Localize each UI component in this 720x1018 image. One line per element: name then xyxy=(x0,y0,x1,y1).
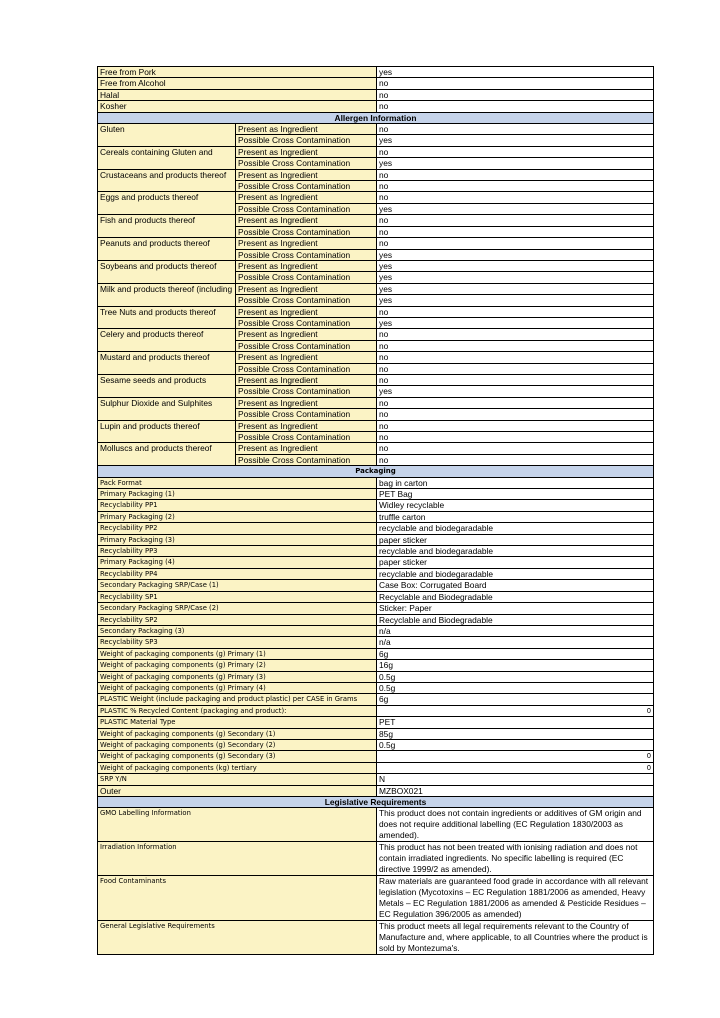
packaging-label: Recyclability SP2 xyxy=(98,614,377,625)
packaging-row xyxy=(98,739,654,750)
allergen-name: Gluten xyxy=(98,124,236,147)
packaging-row xyxy=(98,762,654,773)
packaging-label: SRP Y/N xyxy=(98,774,377,785)
present-as-ingredient-label: Present as Ingredient xyxy=(236,283,377,294)
packaging-row xyxy=(98,785,654,796)
packaging-row xyxy=(98,557,654,568)
allergen-row xyxy=(98,283,654,294)
packaging-row xyxy=(98,603,654,614)
packaging-row xyxy=(98,648,654,659)
packaging-label: PLASTIC Weight (include packaging and product plastic) per CASE in Grams xyxy=(98,694,377,705)
dietary-label: Halal xyxy=(98,89,377,100)
cross-contamination-label: Possible Cross Contamination xyxy=(236,317,377,328)
packaging-value: 6g xyxy=(377,648,654,659)
cross-contamination-value: yes xyxy=(377,295,654,306)
packaging-value: n/a xyxy=(377,637,654,648)
packaging-value: Widley recyclable xyxy=(377,500,654,511)
allergen-name: Soybeans and products thereof xyxy=(98,260,236,283)
cross-contamination-label: Possible Cross Contamination xyxy=(236,249,377,260)
cross-contamination-label: Possible Cross Contamination xyxy=(236,454,377,465)
packaging-row xyxy=(98,489,654,500)
present-as-ingredient-value: no xyxy=(377,306,654,317)
cross-contamination-value: yes xyxy=(377,386,654,397)
packaging-row xyxy=(98,660,654,671)
packaging-label: Weight of packaging components (g) Secondary (1) xyxy=(98,728,377,739)
packaging-value: 0 xyxy=(377,751,654,762)
legislative-label: General Legislative Requirements xyxy=(98,921,377,955)
allergen-name: Mustard and products thereof xyxy=(98,352,236,375)
dietary-row xyxy=(98,101,654,112)
present-as-ingredient-label: Present as Ingredient xyxy=(236,169,377,180)
packaging-label: PLASTIC Material Type xyxy=(98,717,377,728)
cross-contamination-label: Possible Cross Contamination xyxy=(236,409,377,420)
present-as-ingredient-value: no xyxy=(377,352,654,363)
present-as-ingredient-value: no xyxy=(377,169,654,180)
legislative-value: This product has not been treated with ionising radiation and does not contain irradiated ingredients. No specific labelling is required (EC directive 1999/2 as amended). xyxy=(377,842,654,876)
packaging-row xyxy=(98,511,654,522)
packaging-label: Outer xyxy=(98,785,377,796)
packaging-value: 0 xyxy=(377,705,654,716)
packaging-value: 0.5g xyxy=(377,671,654,682)
dietary-value: yes xyxy=(377,67,654,78)
present-as-ingredient-value: no xyxy=(377,124,654,135)
packaging-value: Case Box: Corrugated Board xyxy=(377,580,654,591)
allergen-name: Eggs and products thereof xyxy=(98,192,236,215)
cross-contamination-value: yes xyxy=(377,249,654,260)
legislative-value: This product does not contain ingredients or additives of GM origin and does not require additional labelling (EC Regulation 1830/2003 as amended). xyxy=(377,808,654,842)
packaging-value: N xyxy=(377,774,654,785)
allergen-name: Cereals containing Gluten and xyxy=(98,146,236,169)
legislative-title: Legislative Requirements xyxy=(98,797,654,808)
allergen-row xyxy=(98,306,654,317)
cross-contamination-value: yes xyxy=(377,272,654,283)
allergen-name: Crustaceans and products thereof xyxy=(98,169,236,192)
packaging-value: recyclable and biodegaradable xyxy=(377,546,654,557)
cross-contamination-value: no xyxy=(377,432,654,443)
allergen-name: Sesame seeds and products xyxy=(98,374,236,397)
cross-contamination-value: no xyxy=(377,226,654,237)
packaging-row xyxy=(98,717,654,728)
packaging-label: Recyclability PP3 xyxy=(98,546,377,557)
packaging-value: 0.5g xyxy=(377,682,654,693)
packaging-value: paper sticker xyxy=(377,557,654,568)
dietary-value: no xyxy=(377,78,654,89)
allergen-row xyxy=(98,146,654,157)
cross-contamination-label: Possible Cross Contamination xyxy=(236,158,377,169)
packaging-value: truffle carton xyxy=(377,511,654,522)
packaging-row xyxy=(98,580,654,591)
dietary-label: Free from Pork xyxy=(98,67,377,78)
present-as-ingredient-value: no xyxy=(377,238,654,249)
present-as-ingredient-label: Present as Ingredient xyxy=(236,215,377,226)
packaging-label: Primary Packaging (3) xyxy=(98,534,377,545)
allergen-name: Lupin and products thereof xyxy=(98,420,236,443)
cross-contamination-value: yes xyxy=(377,135,654,146)
packaging-value: 85g xyxy=(377,728,654,739)
packaging-label: Recyclability PP2 xyxy=(98,523,377,534)
allergen-row xyxy=(98,443,654,454)
packaging-label: Primary Packaging (2) xyxy=(98,511,377,522)
packaging-value: paper sticker xyxy=(377,534,654,545)
allergen-title: Allergen Information xyxy=(98,112,654,123)
allergen-row xyxy=(98,329,654,340)
packaging-label: Recyclability SP3 xyxy=(98,637,377,648)
packaging-value: PET Bag xyxy=(377,489,654,500)
allergen-row xyxy=(98,397,654,408)
present-as-ingredient-value: no xyxy=(377,420,654,431)
present-as-ingredient-value: yes xyxy=(377,260,654,271)
cross-contamination-label: Possible Cross Contamination xyxy=(236,363,377,374)
packaging-row xyxy=(98,546,654,557)
allergen-row xyxy=(98,352,654,363)
allergen-row xyxy=(98,169,654,180)
packaging-row xyxy=(98,614,654,625)
allergen-name: Sulphur Dioxide and Sulphites xyxy=(98,397,236,420)
packaging-label: Recyclability PP1 xyxy=(98,500,377,511)
packaging-value: recyclable and biodegaradable xyxy=(377,568,654,579)
packaging-row xyxy=(98,523,654,534)
cross-contamination-value: yes xyxy=(377,203,654,214)
legislative-label: Irradiation Information xyxy=(98,842,377,876)
packaging-value: 16g xyxy=(377,660,654,671)
legislative-label: GMO Labelling Information xyxy=(98,808,377,842)
cross-contamination-label: Possible Cross Contamination xyxy=(236,295,377,306)
packaging-row xyxy=(98,671,654,682)
packaging-value: recyclable and biodegaradable xyxy=(377,523,654,534)
cross-contamination-label: Possible Cross Contamination xyxy=(236,386,377,397)
allergen-row xyxy=(98,374,654,385)
cross-contamination-value: no xyxy=(377,363,654,374)
packaging-label: Weight of packaging components (kg) tertiary xyxy=(98,762,377,773)
packaging-value: 6g xyxy=(377,694,654,705)
present-as-ingredient-value: no xyxy=(377,215,654,226)
packaging-label: Weight of packaging components (g) Secondary (2) xyxy=(98,739,377,750)
packaging-label: Recyclability PP4 xyxy=(98,568,377,579)
allergen-name: Celery and products thereof xyxy=(98,329,236,352)
packaging-value: Sticker: Paper xyxy=(377,603,654,614)
legislative-row xyxy=(98,842,654,876)
packaging-row xyxy=(98,705,654,716)
packaging-row xyxy=(98,591,654,602)
packaging-label: Secondary Packaging SRP/Case (1) xyxy=(98,580,377,591)
packaging-label: Primary Packaging (4) xyxy=(98,557,377,568)
allergen-name: Tree Nuts and products thereof xyxy=(98,306,236,329)
allergen-section-header xyxy=(98,112,654,123)
legislative-row xyxy=(98,876,654,921)
present-as-ingredient-value: no xyxy=(377,443,654,454)
cross-contamination-value: no xyxy=(377,181,654,192)
legislative-value: Raw materials are guaranteed food grade in accordance with all relevant legislation (Mycotoxins – EC Regulation 1881/2006 as amended, Heavy Metals – EC Regulation 1881/2006 as amended & Pesticide Residues – EC Regulation 396/2005 as amended) xyxy=(377,876,654,921)
packaging-label: Weight of packaging components (g) Primary (2) xyxy=(98,660,377,671)
packaging-title: Packaging xyxy=(98,466,654,477)
cross-contamination-label: Possible Cross Contamination xyxy=(236,181,377,192)
packaging-label: Primary Packaging (1) xyxy=(98,489,377,500)
packaging-row xyxy=(98,477,654,488)
present-as-ingredient-label: Present as Ingredient xyxy=(236,146,377,157)
allergen-row xyxy=(98,420,654,431)
cross-contamination-value: no xyxy=(377,340,654,351)
legislative-row xyxy=(98,808,654,842)
packaging-value: Recyclable and Biodegradable xyxy=(377,591,654,602)
packaging-row xyxy=(98,728,654,739)
present-as-ingredient-label: Present as Ingredient xyxy=(236,420,377,431)
packaging-row xyxy=(98,534,654,545)
spec-sheet-table xyxy=(97,66,654,955)
packaging-value: PET xyxy=(377,717,654,728)
allergen-row xyxy=(98,124,654,135)
packaging-value: 0 xyxy=(377,762,654,773)
packaging-section-header xyxy=(98,466,654,477)
packaging-value: 0.5g xyxy=(377,739,654,750)
cross-contamination-value: yes xyxy=(377,158,654,169)
packaging-label: Pack Format xyxy=(98,477,377,488)
allergen-row xyxy=(98,260,654,271)
packaging-label: Weight of packaging components (g) Primary (3) xyxy=(98,671,377,682)
packaging-row xyxy=(98,751,654,762)
present-as-ingredient-label: Present as Ingredient xyxy=(236,397,377,408)
present-as-ingredient-label: Present as Ingredient xyxy=(236,192,377,203)
cross-contamination-value: no xyxy=(377,454,654,465)
present-as-ingredient-label: Present as Ingredient xyxy=(236,329,377,340)
packaging-value: bag in carton xyxy=(377,477,654,488)
cross-contamination-label: Possible Cross Contamination xyxy=(236,203,377,214)
cross-contamination-label: Possible Cross Contamination xyxy=(236,432,377,443)
packaging-row xyxy=(98,637,654,648)
present-as-ingredient-label: Present as Ingredient xyxy=(236,352,377,363)
packaging-value: Recyclable and Biodegradable xyxy=(377,614,654,625)
cross-contamination-label: Possible Cross Contamination xyxy=(236,135,377,146)
present-as-ingredient-value: no xyxy=(377,374,654,385)
allergen-name: Milk and products thereof (including xyxy=(98,283,236,306)
present-as-ingredient-label: Present as Ingredient xyxy=(236,443,377,454)
packaging-row xyxy=(98,694,654,705)
cross-contamination-label: Possible Cross Contamination xyxy=(236,340,377,351)
present-as-ingredient-label: Present as Ingredient xyxy=(236,260,377,271)
packaging-label: Secondary Packaging (3) xyxy=(98,625,377,636)
cross-contamination-value: no xyxy=(377,409,654,420)
cross-contamination-label: Possible Cross Contamination xyxy=(236,272,377,283)
packaging-label: Recyclability SP1 xyxy=(98,591,377,602)
present-as-ingredient-value: no xyxy=(377,397,654,408)
present-as-ingredient-label: Present as Ingredient xyxy=(236,374,377,385)
legislative-row xyxy=(98,921,654,955)
packaging-value: n/a xyxy=(377,625,654,636)
packaging-label: Weight of packaging components (g) Primary (1) xyxy=(98,648,377,659)
dietary-label: Kosher xyxy=(98,101,377,112)
present-as-ingredient-value: yes xyxy=(377,283,654,294)
packaging-row xyxy=(98,774,654,785)
allergen-row xyxy=(98,192,654,203)
legislative-label: Food Contaminants xyxy=(98,876,377,921)
allergen-name: Peanuts and products thereof xyxy=(98,238,236,261)
present-as-ingredient-value: no xyxy=(377,329,654,340)
present-as-ingredient-value: no xyxy=(377,146,654,157)
present-as-ingredient-label: Present as Ingredient xyxy=(236,124,377,135)
allergen-row xyxy=(98,238,654,249)
dietary-value: no xyxy=(377,89,654,100)
legislative-value: This product meets all legal requirements relevant to the Country of Manufacture and, where applicable, to all Countries where the product is sold by Montezuma's. xyxy=(377,921,654,955)
allergen-name: Molluscs and products thereof xyxy=(98,443,236,466)
present-as-ingredient-value: no xyxy=(377,192,654,203)
packaging-label: Weight of packaging components (g) Secondary (3) xyxy=(98,751,377,762)
allergen-row xyxy=(98,215,654,226)
packaging-row xyxy=(98,625,654,636)
present-as-ingredient-label: Present as Ingredient xyxy=(236,306,377,317)
dietary-value: no xyxy=(377,101,654,112)
cross-contamination-label: Possible Cross Contamination xyxy=(236,226,377,237)
cross-contamination-value: yes xyxy=(377,317,654,328)
packaging-row xyxy=(98,568,654,579)
packaging-label: PLASTIC % Recycled Content (packaging and product): xyxy=(98,705,377,716)
dietary-label: Free from Alcohol xyxy=(98,78,377,89)
dietary-row xyxy=(98,67,654,78)
packaging-row xyxy=(98,500,654,511)
legislative-section-header xyxy=(98,797,654,808)
packaging-row xyxy=(98,682,654,693)
packaging-label: Secondary Packaging SRP/Case (2) xyxy=(98,603,377,614)
packaging-value: MZBOX021 xyxy=(377,785,654,796)
allergen-name: Fish and products thereof xyxy=(98,215,236,238)
packaging-label: Weight of packaging components (g) Primary (4) xyxy=(98,682,377,693)
present-as-ingredient-label: Present as Ingredient xyxy=(236,238,377,249)
dietary-row xyxy=(98,89,654,100)
dietary-row xyxy=(98,78,654,89)
